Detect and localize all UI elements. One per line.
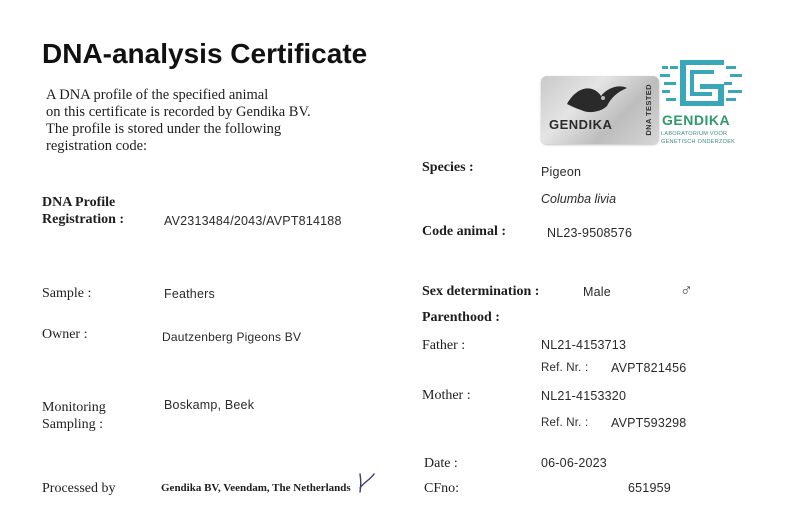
logo-subtitle-2: GENETISCH ONDERZOEK <box>661 139 736 145</box>
intro-line-3: The profile is stored under the following <box>46 121 282 137</box>
sample-label: Sample : <box>42 286 92 301</box>
handwritten-initial-mark <box>356 470 380 496</box>
intro-line-4: registration code: <box>46 138 148 154</box>
species-common-value: Pigeon <box>541 165 582 179</box>
certificate-title: DNA-analysis Certificate <box>42 38 368 69</box>
seal-brand-text: GENDIKA <box>549 117 613 132</box>
code-animal-value: NL23-9508576 <box>547 226 633 240</box>
flying-pigeon-icon <box>563 82 629 118</box>
registration-value: AV2313484/2043/AVPT814188 <box>164 214 342 228</box>
species-latin-value: Columba livia <box>541 192 617 206</box>
male-symbol-icon: ♂ <box>680 281 693 300</box>
father-ref-value: AVPT821456 <box>611 361 687 375</box>
processed-by-value: Gendika BV, Veendam, The Netherlands <box>161 482 351 494</box>
intro-line-1: A DNA profile of the specified animal <box>46 87 269 103</box>
owner-value: Dautzenberg Pigeons BV <box>162 330 302 344</box>
mother-label: Mother : <box>422 388 471 403</box>
mother-ref-label: Ref. Nr. : <box>541 417 589 429</box>
sample-value: Feathers <box>164 287 215 301</box>
mother-ref-value: AVPT593298 <box>611 416 687 430</box>
cfno-label: CFno: <box>424 481 460 496</box>
date-label: Date : <box>424 456 458 471</box>
gendika-g-logo-icon <box>660 56 744 112</box>
sex-value: Male <box>583 285 611 299</box>
monitoring-label-1: Monitoring <box>42 400 106 415</box>
monitoring-label-2: Sampling : <box>42 417 104 432</box>
dna-tested-seal <box>541 76 659 144</box>
father-ref-label: Ref. Nr. : <box>541 362 589 374</box>
intro-line-2: on this certificate is recorded by Gendika BV. <box>46 104 311 120</box>
gendika-logo-text: GENDIKA <box>662 112 731 128</box>
parenthood-label: Parenthood : <box>422 310 500 325</box>
processed-by-label: Processed by <box>42 481 116 496</box>
species-label: Species : <box>422 160 474 175</box>
logo-subtitle-1: LABORATORIUM VOOR <box>661 131 728 137</box>
father-code-value: NL21-4153713 <box>541 338 627 352</box>
registration-label-1: DNA Profile <box>42 195 116 210</box>
father-label: Father : <box>422 338 466 353</box>
monitoring-value: Boskamp, Beek <box>164 398 255 412</box>
code-animal-label: Code animal : <box>422 224 506 239</box>
registration-label-2: Registration : <box>42 212 125 227</box>
mother-code-value: NL21-4153320 <box>541 389 627 403</box>
date-value: 06-06-2023 <box>541 456 607 470</box>
sex-determination-label: Sex determination : <box>422 284 540 299</box>
cfno-value: 651959 <box>628 481 671 495</box>
owner-label: Owner : <box>42 327 88 342</box>
seal-side-text: DNA TESTED <box>644 84 653 136</box>
